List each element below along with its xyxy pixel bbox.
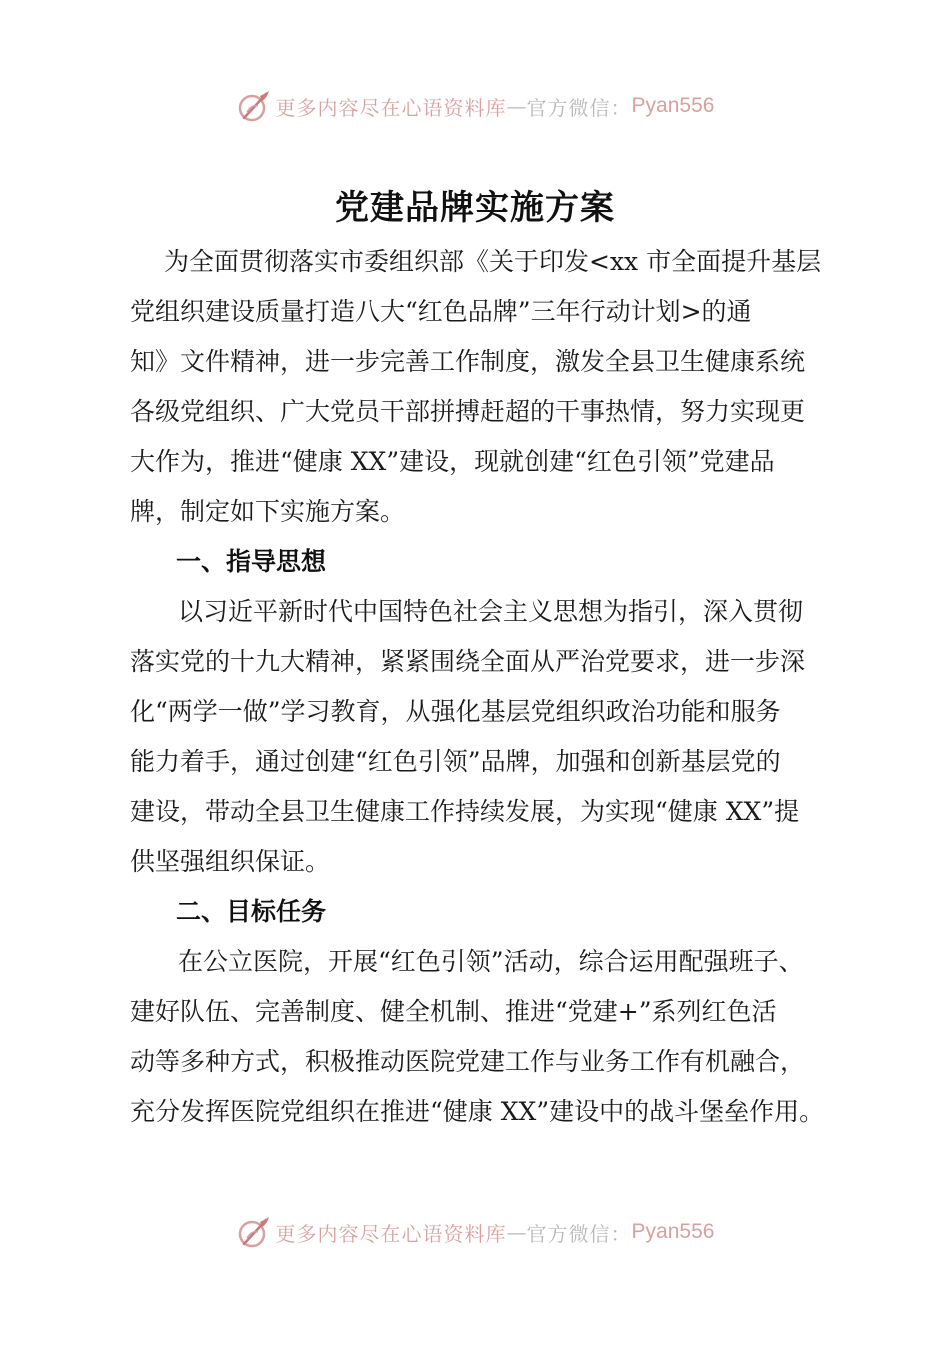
quill-pen-seal-icon xyxy=(236,88,272,124)
watermark-wechat-label: 官方微信： xyxy=(526,95,632,120)
footer-watermark xyxy=(0,1212,950,1252)
footer-watermark-wechat-label: 官方微信： xyxy=(526,1221,632,1246)
section2-line-4: 充分发挥医院党组织在推进“健康 XX”建设中的战斗堡垒作用。 xyxy=(130,1097,825,1126)
section-heading-guiding-ideology: 一、指导思想 xyxy=(176,547,327,576)
intro-line-1: 为全面贯彻落实市委组织部《关于印发<xx 市全面提升基层 xyxy=(164,247,822,276)
section1-line-5: 建设，带动全县卫生健康工作持续发展，为实现“健康 XX”提 xyxy=(130,797,800,826)
intro-line-2: 党组织建设质量打造八大“红色品牌”三年行动计划>的通 xyxy=(130,297,752,326)
watermark-main-text: 更多内容尽在心语资料库 xyxy=(275,95,507,120)
intro-line-5: 大作为，推进“健康 XX”建设，现就创建“红色引领”党建品 xyxy=(130,447,775,476)
footer-watermark-wechat-id: Pyan556 xyxy=(631,1220,715,1243)
section2-line-2: 建好队伍、完善制度、健全机制、推进“党建+”系列红色活 xyxy=(130,997,777,1026)
header-watermark-inner xyxy=(236,88,715,124)
footer-watermark-main-text: 更多内容尽在心语资料库 xyxy=(275,1221,507,1246)
section1-line-1: 以习近平新时代中国特色社会主义思想为指引，深入贯彻 xyxy=(178,597,804,626)
page-title: 党建品牌实施方案 xyxy=(335,188,615,228)
watermark-wechat-id: Pyan556 xyxy=(631,94,715,117)
quill-pen-seal-icon xyxy=(236,1214,272,1250)
section1-line-4: 能力着手，通过创建“红色引领”品牌，加强和创新基层党的 xyxy=(130,747,781,776)
section2-line-1: 在公立医院，开展“红色引领”活动，综合运用配强班子、 xyxy=(178,947,804,976)
intro-line-3: 知》文件精神，进一步完善工作制度，激发全县卫生健康系统 xyxy=(130,347,806,376)
section2-line-3: 动等多种方式，积极推动医院党建工作与业务工作有机融合， xyxy=(130,1047,806,1076)
section1-line-6: 供坚强组织保证。 xyxy=(130,847,331,876)
intro-line-6: 牌，制定如下实施方案。 xyxy=(130,497,406,526)
header-watermark xyxy=(0,86,950,126)
footer-watermark-separator: — xyxy=(506,1220,527,1244)
section-heading-goals-tasks: 二、目标任务 xyxy=(176,897,327,926)
section1-line-2: 落实党的十九大精神，紧紧围绕全面从严治党要求，进一步深 xyxy=(130,647,806,676)
section1-line-3: 化“两学一做”学习教育，从强化基层党组织政治功能和服务 xyxy=(130,697,781,726)
footer-watermark-inner xyxy=(236,1214,715,1250)
watermark-separator: — xyxy=(506,94,527,118)
intro-line-4: 各级党组织、广大党员干部拼搏赶超的干事热情，努力实现更 xyxy=(130,397,806,426)
